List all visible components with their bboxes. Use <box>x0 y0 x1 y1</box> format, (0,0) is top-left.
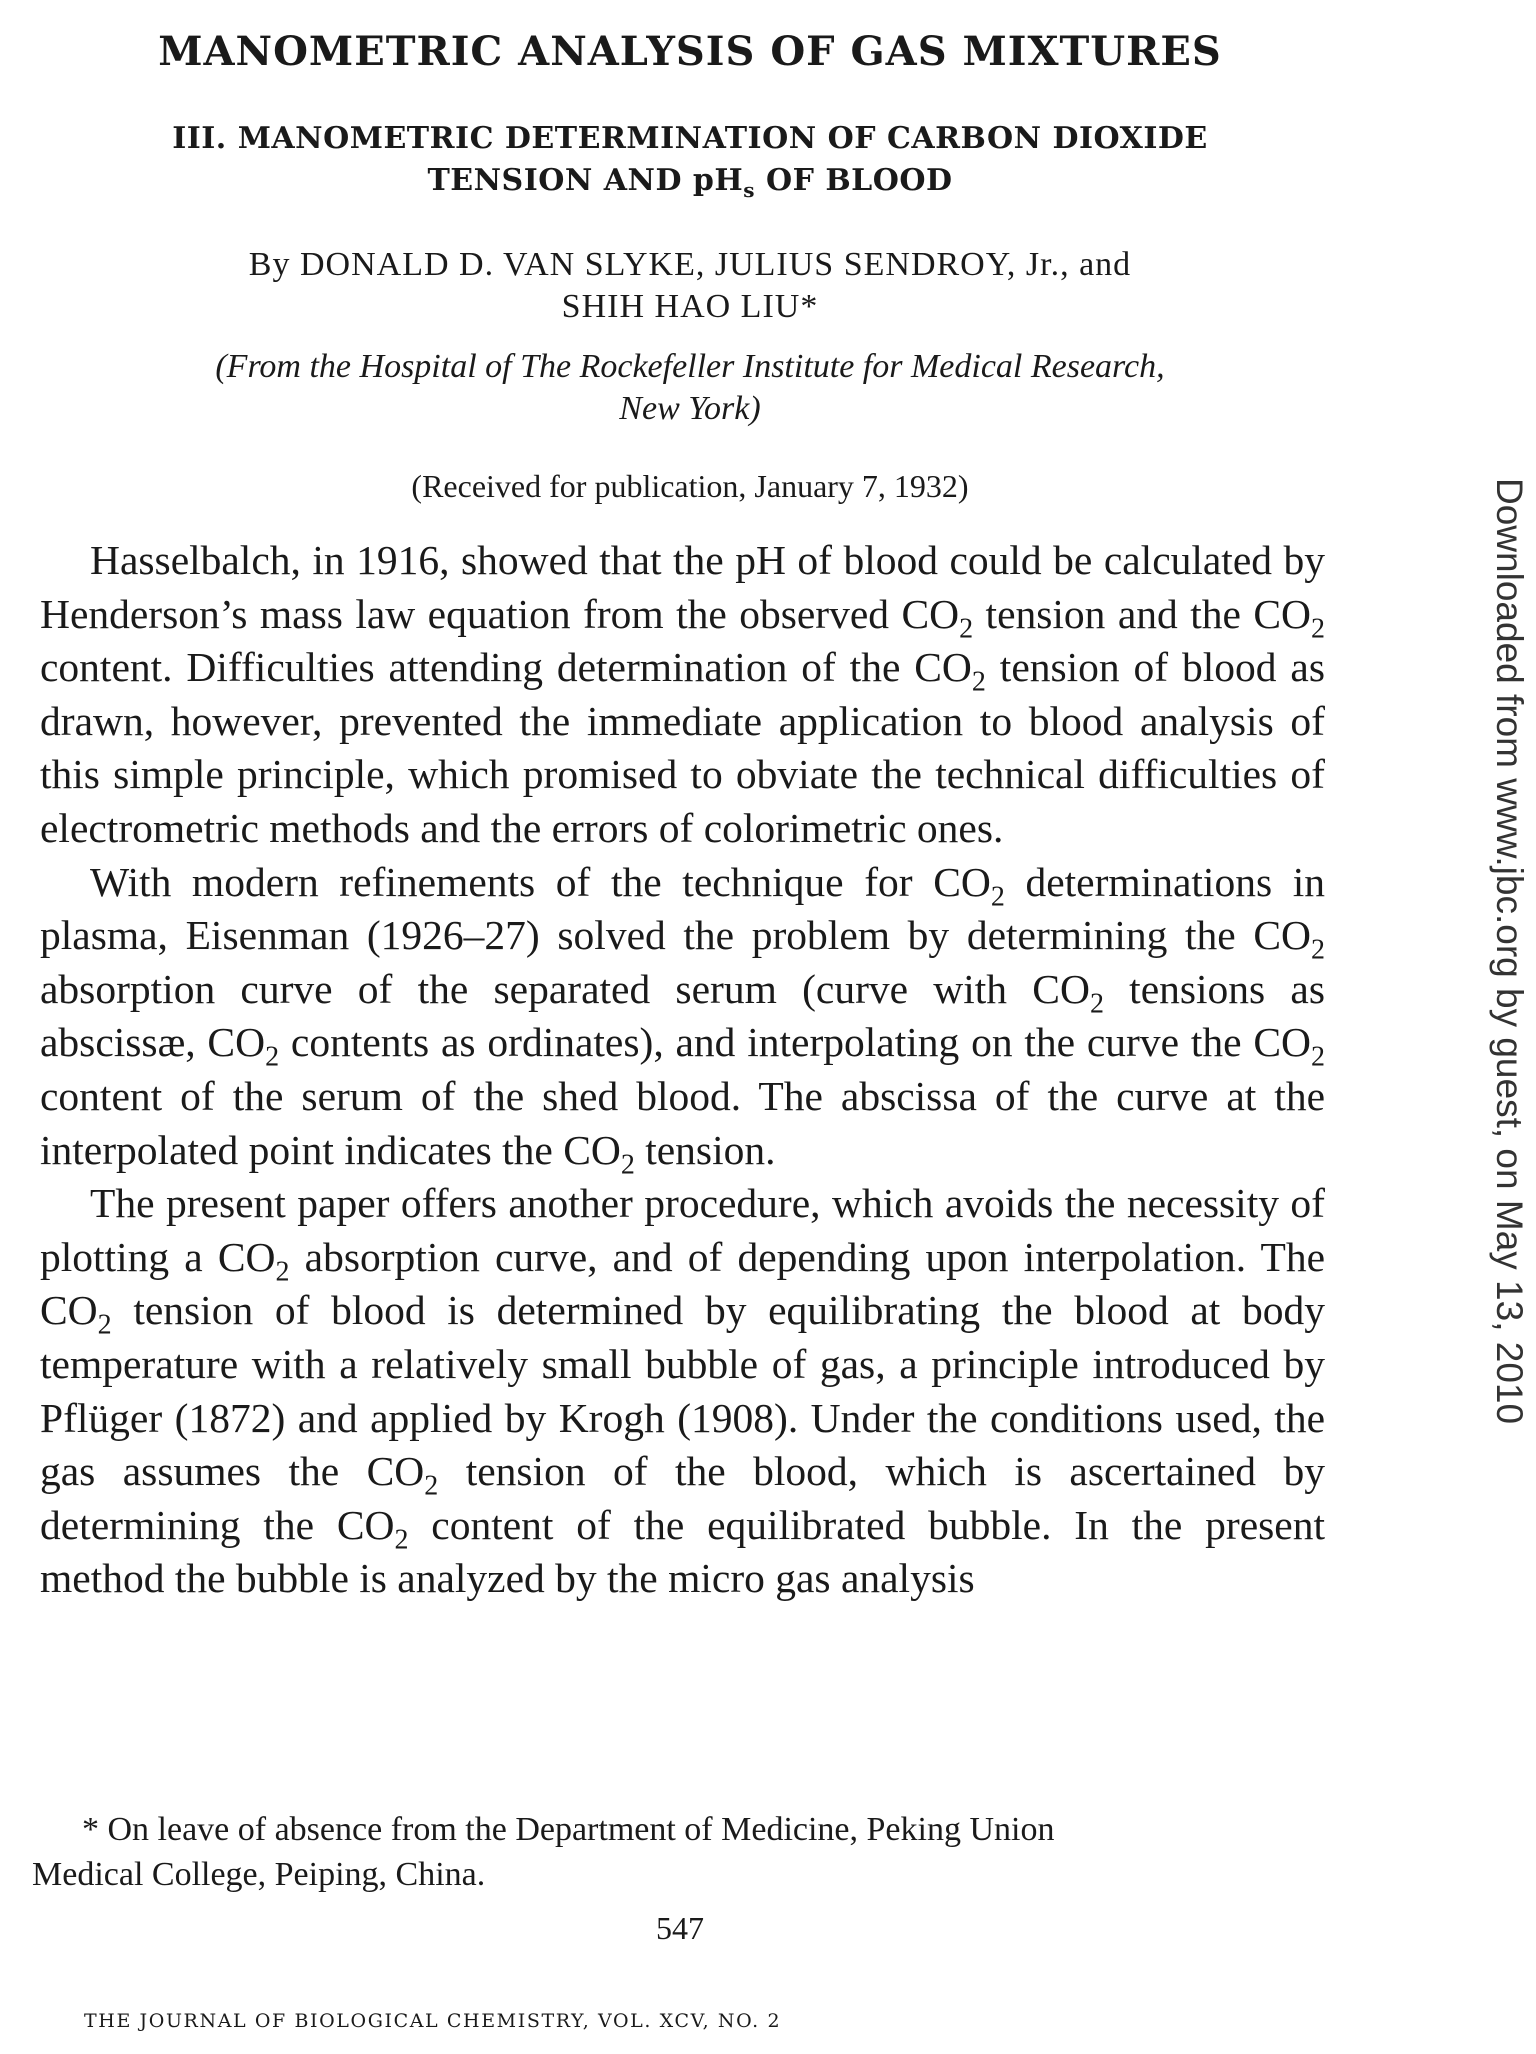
title-text: OF BLOOD <box>755 163 953 198</box>
text-run: tension of blood is determined by equilibrating the blood at body temperature with a relatively small bubble of gas, a principle introduced by Pflüger (1872) and applied by Krogh (1908). Under the conditions used, the gas assumes the CO <box>40 1287 1325 1495</box>
text-run: content. Difficulties attending determination of the CO <box>40 644 972 691</box>
text-run: With modern refinements of the technique for CO <box>90 858 991 905</box>
footnote-line1: * On leave of absence from the Department of Medicine, Peking Union <box>82 1811 1055 1848</box>
subscript: 2 <box>620 1148 635 1180</box>
subscript: 2 <box>394 1523 409 1555</box>
subscript: 2 <box>1089 988 1104 1020</box>
received-date: (Received for publication, January 7, 1932) <box>411 468 969 504</box>
subscript: 2 <box>990 880 1005 912</box>
subscript: 2 <box>1311 934 1325 966</box>
text-run: tension and the CO <box>973 590 1311 637</box>
journal-citation: THE JOURNAL OF BIOLOGICAL CHEMISTRY, VOL. XCV, NO. 2 <box>84 2010 782 2032</box>
author-list <box>60 244 1320 328</box>
title-subscript: s <box>743 178 755 202</box>
subscript: 2 <box>275 1256 290 1288</box>
subscript: 2 <box>971 666 986 698</box>
text-run: tensions as abscissæ, CO <box>40 965 1325 1066</box>
text-run: content of the equilibrated bubble. In the present method the bubble is analyzed by the micro gas analysis <box>40 1501 1325 1602</box>
subscript: 2 <box>424 1470 439 1502</box>
article-series-title: MANOMETRIC ANALYSIS OF GAS MIXTURES <box>158 28 1222 75</box>
footnote <box>32 1807 1327 1897</box>
affiliation-line1: (From the Hospital of The Rockefeller Institute for Medical Research, <box>215 348 1165 385</box>
paragraph <box>40 1177 1325 1606</box>
footnote-line2: Medical College, Peiping, China. <box>32 1856 486 1893</box>
affiliation <box>60 346 1320 430</box>
title-text: TENSION AND pH <box>427 163 744 198</box>
paragraph <box>40 534 1325 856</box>
authors-line1: By DONALD D. VAN SLYKE, JULIUS SENDROY, Jr., and <box>248 246 1132 283</box>
text-run: tension. <box>634 1126 776 1173</box>
text-run: determinations in plasma, Eisenman (1926–27) solved the problem by determining the CO <box>40 858 1325 959</box>
affiliation-line2: New York) <box>619 390 761 427</box>
subscript: 2 <box>97 1309 112 1341</box>
page-number: 547 <box>656 1910 704 1946</box>
text-run: tension of blood as drawn, however, prevented the immediate application to blood analysis of this simple principle, which promised to obviate the technical difficulties of electrometric methods and the errors of colorimetric ones. <box>40 644 1325 851</box>
text-run: absorption curve, and of depending upon interpolation. The CO <box>40 1233 1325 1334</box>
subscript: 2 <box>1311 1041 1326 1073</box>
article-title-line2 <box>60 160 1320 211</box>
text-run: tension of the blood, which is ascertained by determining the CO <box>40 1448 1325 1548</box>
text-run: contents as ordinates), and interpolating on the curve the CO <box>279 1019 1312 1066</box>
authors-line2: SHIH HAO LIU* <box>561 288 819 325</box>
download-watermark: Downloaded from www.jbc.org by guest, on May 13, 2010 <box>1489 478 1530 1425</box>
text-run: The present paper offers another procedure, which avoids the necessity of plotting a CO <box>40 1180 1325 1280</box>
paragraph <box>40 856 1325 1178</box>
subscript: 2 <box>265 1041 280 1073</box>
article-body <box>40 534 1325 1606</box>
article-title-line1: III. MANOMETRIC DETERMINATION OF CARBON DIOXIDE <box>172 121 1208 156</box>
subscript: 2 <box>1311 612 1325 644</box>
subscript: 2 <box>959 612 974 644</box>
text-run: content of the serum of the shed blood. The abscissa of the curve at the interpolated point indicates the CO <box>40 1072 1325 1173</box>
article-title <box>60 118 1320 211</box>
text-run: Hasselbalch, in 1916, showed that the pH of blood could be calculated by Henderson’s mass law equation from the observed CO <box>40 537 1325 637</box>
text-run: absorption curve of the separated serum (curve with CO <box>40 965 1090 1012</box>
